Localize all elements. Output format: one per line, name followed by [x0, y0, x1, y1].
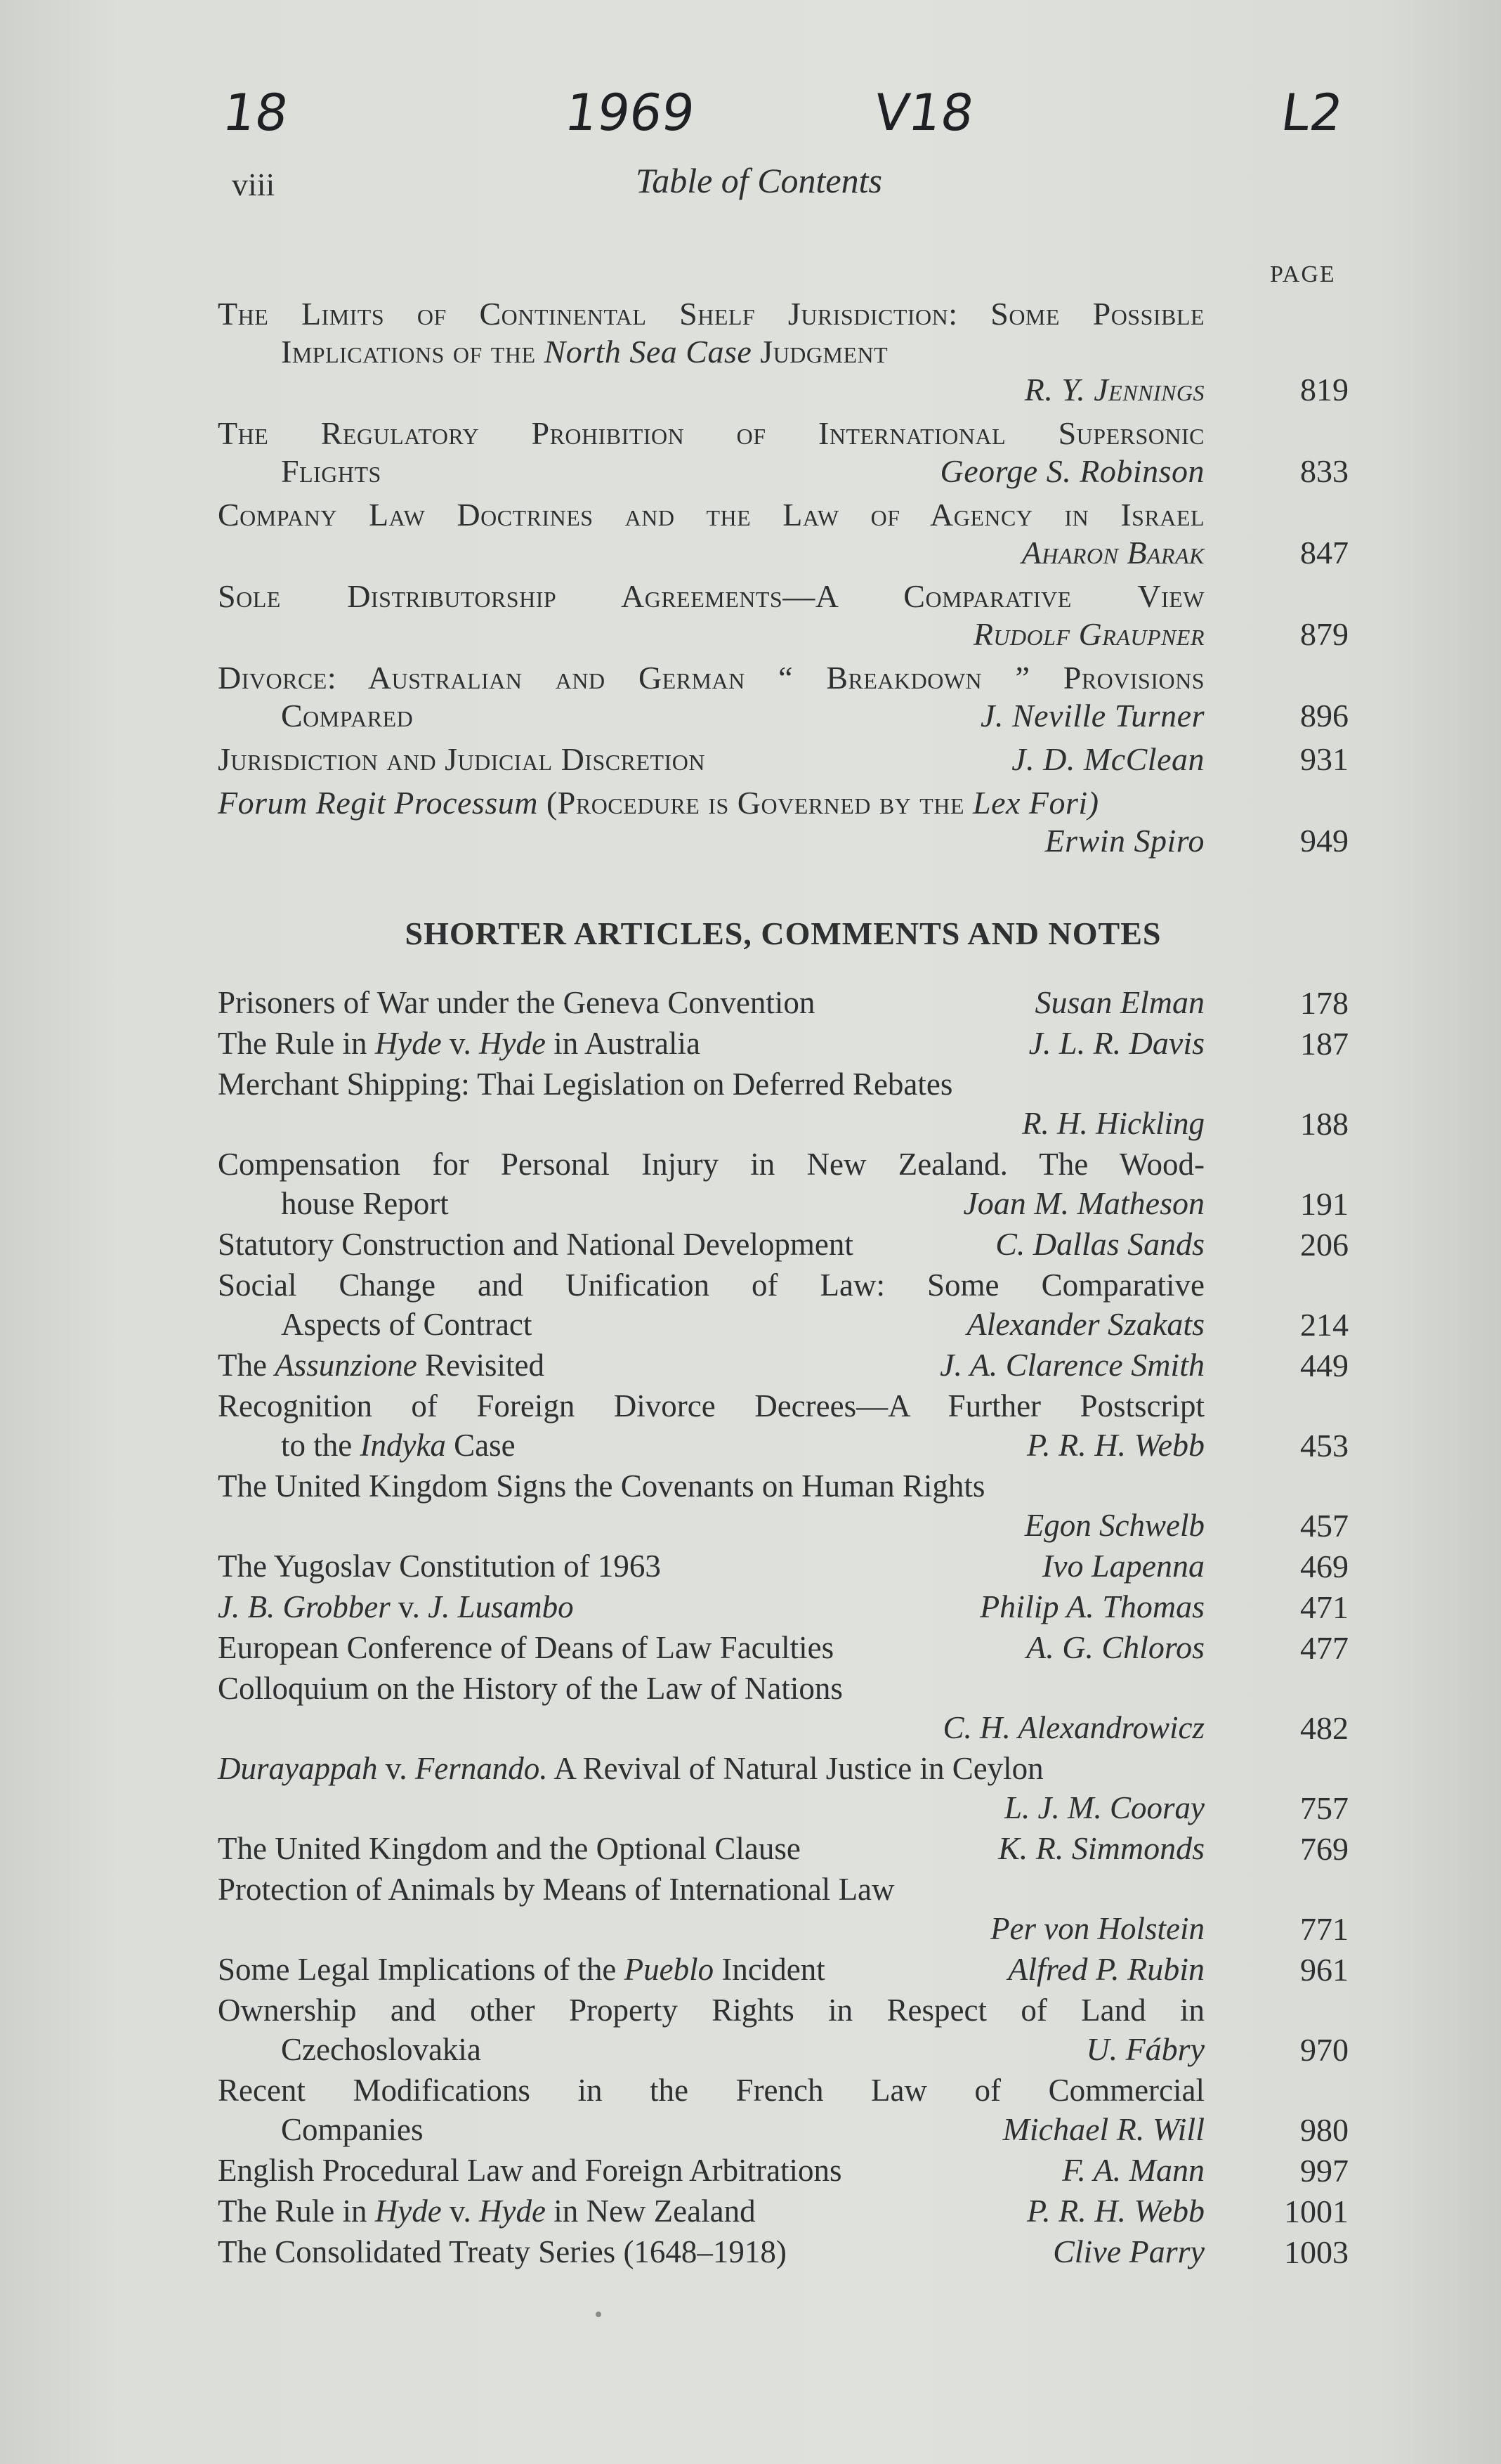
toc-entry-jurisdiction-discretion [218, 741, 1349, 778]
entry-title-line: The United Kingdom Signs the Covenants on Human Rights [218, 1468, 985, 1504]
entry-author: Egon Schwelb [1024, 1508, 1205, 1543]
entry-page: 931 [1300, 741, 1349, 777]
entry-author: F. A. Mann [1062, 2152, 1205, 2188]
entry-author: J. A. Clarence Smith [940, 1347, 1205, 1383]
entry-title-author-line [218, 1225, 1205, 1264]
entry-page: 178 [1300, 985, 1349, 1021]
toc-entry [218, 1345, 1349, 1385]
handwritten-note-year: 1969 [561, 83, 699, 142]
entry-page: 477 [1300, 1630, 1349, 1666]
entry-title-author-line [218, 452, 1205, 490]
entry-title-author-line [218, 1546, 1205, 1586]
entry-author: R. H. Hickling [1022, 1106, 1205, 1141]
entry-page: 896 [1300, 698, 1349, 734]
entry-title-author-line [218, 741, 1205, 778]
entry-title-author-line [218, 1426, 1205, 1465]
toc-entry [218, 1145, 1349, 1223]
entry-author: J. D. McClean [1011, 741, 1205, 777]
entry-author: J. L. R. Davis [1028, 1025, 1205, 1061]
entry-title-line: Protection of Animals by Means of International Law [218, 1872, 895, 1907]
entry-author: Michael R. Will [1002, 2111, 1205, 2147]
entry-page: 970 [1300, 2032, 1349, 2068]
entry-author: Aharon Barak [1021, 535, 1205, 571]
entry-title-text: Implications of the North Sea Case Judgment [281, 334, 889, 370]
toc-entry [218, 1990, 1349, 2069]
toc-entry [218, 1024, 1349, 1063]
entry-author: C. H. Alexandrowicz [943, 1710, 1205, 1745]
entry-title-line: Prisoners of War under the Geneva Convention [218, 985, 815, 1020]
toc-entry-supersonic-flights [218, 415, 1349, 490]
entry-title-line: The United Kingdom and the Optional Clause [218, 1831, 801, 1866]
page-speck [596, 2312, 601, 2317]
table-of-contents [218, 295, 1349, 2273]
folio-number: viii [232, 167, 275, 202]
entry-title-author-line [218, 1829, 1205, 1868]
entry-title-line: Some Legal Implications of the Pueblo Incident [218, 1952, 825, 1987]
toc-entry-forum-regit [218, 784, 1349, 860]
entry-title-line: Flights [281, 453, 381, 489]
entry-title-line: The Yugoslav Constitution of 1963 [218, 1549, 661, 1584]
entry-title-line: The Regulatory Prohibition of International Supersonic [218, 415, 1205, 451]
toc-entry [218, 1265, 1349, 1344]
entry-page: 187 [1300, 1026, 1349, 1062]
entry-title-author-line [218, 2030, 1205, 2069]
entry-title-line: Recognition of Foreign Divorce Decrees—A Further Postscript [218, 1388, 1205, 1423]
entry-page: 206 [1300, 1227, 1349, 1263]
entry-title-line: J. B. Grobber v. J. Lusambo [218, 1589, 574, 1624]
handwritten-note-vol: V18 [870, 83, 978, 142]
entry-author: Clive Parry [1053, 2234, 1205, 2269]
entry-author: P. R. H. Webb [1027, 2193, 1205, 2229]
toc-entry [218, 1829, 1349, 1868]
entry-title-line: to the Indyka Case [281, 1428, 516, 1463]
entry-title-line: English Procedural Law and Foreign Arbitrations [218, 2153, 842, 2188]
entry-page: 819 [1300, 372, 1349, 408]
entry-title-line: Compensation for Personal Injury in New Zealand. The Wood- [218, 1147, 1205, 1182]
entry-author: Ivo Lapenna [1042, 1548, 1205, 1584]
toc-entry [218, 1870, 1349, 1948]
entry-page: 961 [1300, 1952, 1349, 1988]
entry-title-line: Compared [281, 698, 414, 734]
entry-page: 453 [1300, 1428, 1349, 1464]
toc-entry [218, 1669, 1349, 1747]
entry-author: Alexander Szakats [966, 1306, 1205, 1342]
toc-entry [218, 2191, 1349, 2231]
toc-entry [218, 1064, 1349, 1143]
entry-title-line: The Rule in Hyde v. Hyde in New Zealand [218, 2194, 756, 2229]
entry-title-line: The Assunzione Revisited [218, 1348, 544, 1383]
entry-page: 188 [1300, 1106, 1349, 1142]
entry-title-author-line [218, 2191, 1205, 2231]
handwritten-note-l2: L2 [1278, 83, 1346, 142]
entry-page: 482 [1300, 1710, 1349, 1746]
entry-title-line: Merchant Shipping: Thai Legislation on Deferred Rebates [218, 1067, 953, 1102]
handwritten-note-volume: 18 [219, 83, 292, 142]
entry-title-author-line [218, 983, 1205, 1022]
entry-author: C. Dallas Sands [995, 1226, 1205, 1262]
entry-author: A. G. Chloros [1026, 1629, 1205, 1665]
toc-entry [218, 1749, 1349, 1827]
toc-entry [218, 1628, 1349, 1667]
entry-title-line: Czechoslovakia [281, 2032, 481, 2067]
entry-author: Philip A. Thomas [980, 1589, 1205, 1624]
toc-entry [218, 1546, 1349, 1586]
entry-title-line: Colloquium on the History of the Law of Nations [218, 1671, 843, 1706]
entry-page: 847 [1300, 535, 1349, 571]
toc-entry-sole-distributorship [218, 578, 1349, 653]
entry-title-author-line [218, 1628, 1205, 1667]
entry-page: 879 [1300, 616, 1349, 652]
entry-author: P. R. H. Webb [1027, 1427, 1205, 1463]
entry-author: U. Fábry [1086, 2031, 1205, 2067]
entry-page: 471 [1300, 1589, 1349, 1625]
entry-author: Joan M. Matheson [963, 1185, 1205, 1221]
entry-title-author-line [218, 1305, 1205, 1344]
entry-page: 769 [1300, 1831, 1349, 1867]
entry-author: Erwin Spiro [1044, 823, 1205, 859]
entry-title-line: The Consolidated Treaty Series (1648–1918) [218, 2234, 787, 2269]
entry-title-line: Companies [281, 2112, 424, 2147]
toc-entry [218, 2151, 1349, 2190]
page-column-label: PAGE [1270, 261, 1336, 287]
entry-author: J. Neville Turner [981, 698, 1205, 734]
entry-title-author-line [218, 1587, 1205, 1627]
entry-title-line: Company Law Doctrines and the Law of Agency in Israel [218, 497, 1205, 533]
entry-title-line: European Conference of Deans of Law Faculties [218, 1630, 834, 1665]
entry-page: 457 [1300, 1508, 1349, 1544]
entry-title-line: Sole Distributorship Agreements—A Comparative View [218, 578, 1205, 614]
entry-title-author-line [218, 2110, 1205, 2149]
entry-page: 757 [1300, 1790, 1349, 1826]
entry-title-line [218, 333, 1205, 371]
entry-author: George S. Robinson [940, 453, 1205, 489]
entry-title-author-line [218, 2151, 1205, 2190]
entry-title-line: house Report [281, 1186, 449, 1221]
toc-entry-divorce-breakdown [218, 659, 1349, 735]
entry-author: Per von Holstein [990, 1911, 1205, 1946]
entry-title-line: Social Change and Unification of Law: Some Comparative [218, 1267, 1205, 1303]
entry-title-line: Aspects of Contract [281, 1307, 532, 1342]
entry-page: 214 [1300, 1307, 1349, 1343]
entry-author: Susan Elman [1035, 984, 1205, 1020]
entry-title-line: The Limits of Continental Shelf Jurisdiction: Some Possible [218, 296, 1205, 332]
entry-title-line: Jurisdiction and Judicial Discretion [218, 741, 705, 777]
entry-page: 191 [1300, 1186, 1349, 1222]
entry-page: 469 [1300, 1549, 1349, 1584]
entry-title-author-line [218, 1950, 1205, 1989]
toc-entry [218, 1386, 1349, 1465]
entry-author: R. Y. Jennings [1024, 372, 1205, 408]
entry-title-line: Ownership and other Property Rights in Respect of Land in [218, 1993, 1205, 2028]
entry-page: 997 [1300, 2153, 1349, 2189]
entry-title-author-line [218, 1184, 1205, 1223]
entry-title-author-line [218, 1024, 1205, 1063]
toc-entry [218, 983, 1349, 1022]
toc-entry-continental-shelf [218, 295, 1349, 409]
entry-author: Rudolf Graupner [973, 616, 1205, 652]
entry-page: 771 [1300, 1911, 1349, 1947]
entry-author: K. R. Simmonds [998, 1830, 1205, 1866]
entry-page: 1003 [1284, 2234, 1349, 2270]
toc-entry-company-law-israel [218, 496, 1349, 572]
toc-entry [218, 1466, 1349, 1545]
toc-entry [218, 1587, 1349, 1627]
entry-author: Alfred P. Rubin [1008, 1951, 1205, 1987]
entry-title-line: The Rule in Hyde v. Hyde in Australia [218, 1026, 700, 1061]
entry-page: 449 [1300, 1348, 1349, 1383]
entry-title-line: Forum Regit Processum (Procedure is Governed by the Lex Fori) [218, 785, 1099, 821]
entry-title-line: Divorce: Australian and German “ Breakdown ” Provisions [218, 660, 1205, 696]
toc-entry [218, 2071, 1349, 2149]
entry-author: L. J. M. Cooray [1004, 1790, 1205, 1825]
running-head: Table of Contents [636, 161, 882, 200]
section-heading: SHORTER ARTICLES, COMMENTS AND NOTES [405, 915, 1162, 951]
toc-entry [218, 1225, 1349, 1264]
entry-title-line: Durayappah v. Fernando. A Revival of Natural Justice in Ceylon [218, 1751, 1044, 1786]
entry-title-line: Recent Modifications in the French Law of Commercial [218, 2073, 1205, 2108]
entry-title-author-line [218, 1345, 1205, 1385]
entry-page: 980 [1300, 2112, 1349, 2148]
entry-page: 833 [1300, 453, 1349, 489]
entry-title-line: Statutory Construction and National Development [218, 1227, 853, 1262]
entry-page: 949 [1300, 823, 1349, 859]
entry-title-author-line [218, 2232, 1205, 2271]
toc-entry [218, 1950, 1349, 1989]
entry-title-author-line [218, 697, 1205, 735]
toc-entry [218, 2232, 1349, 2271]
entry-page: 1001 [1284, 2194, 1349, 2229]
